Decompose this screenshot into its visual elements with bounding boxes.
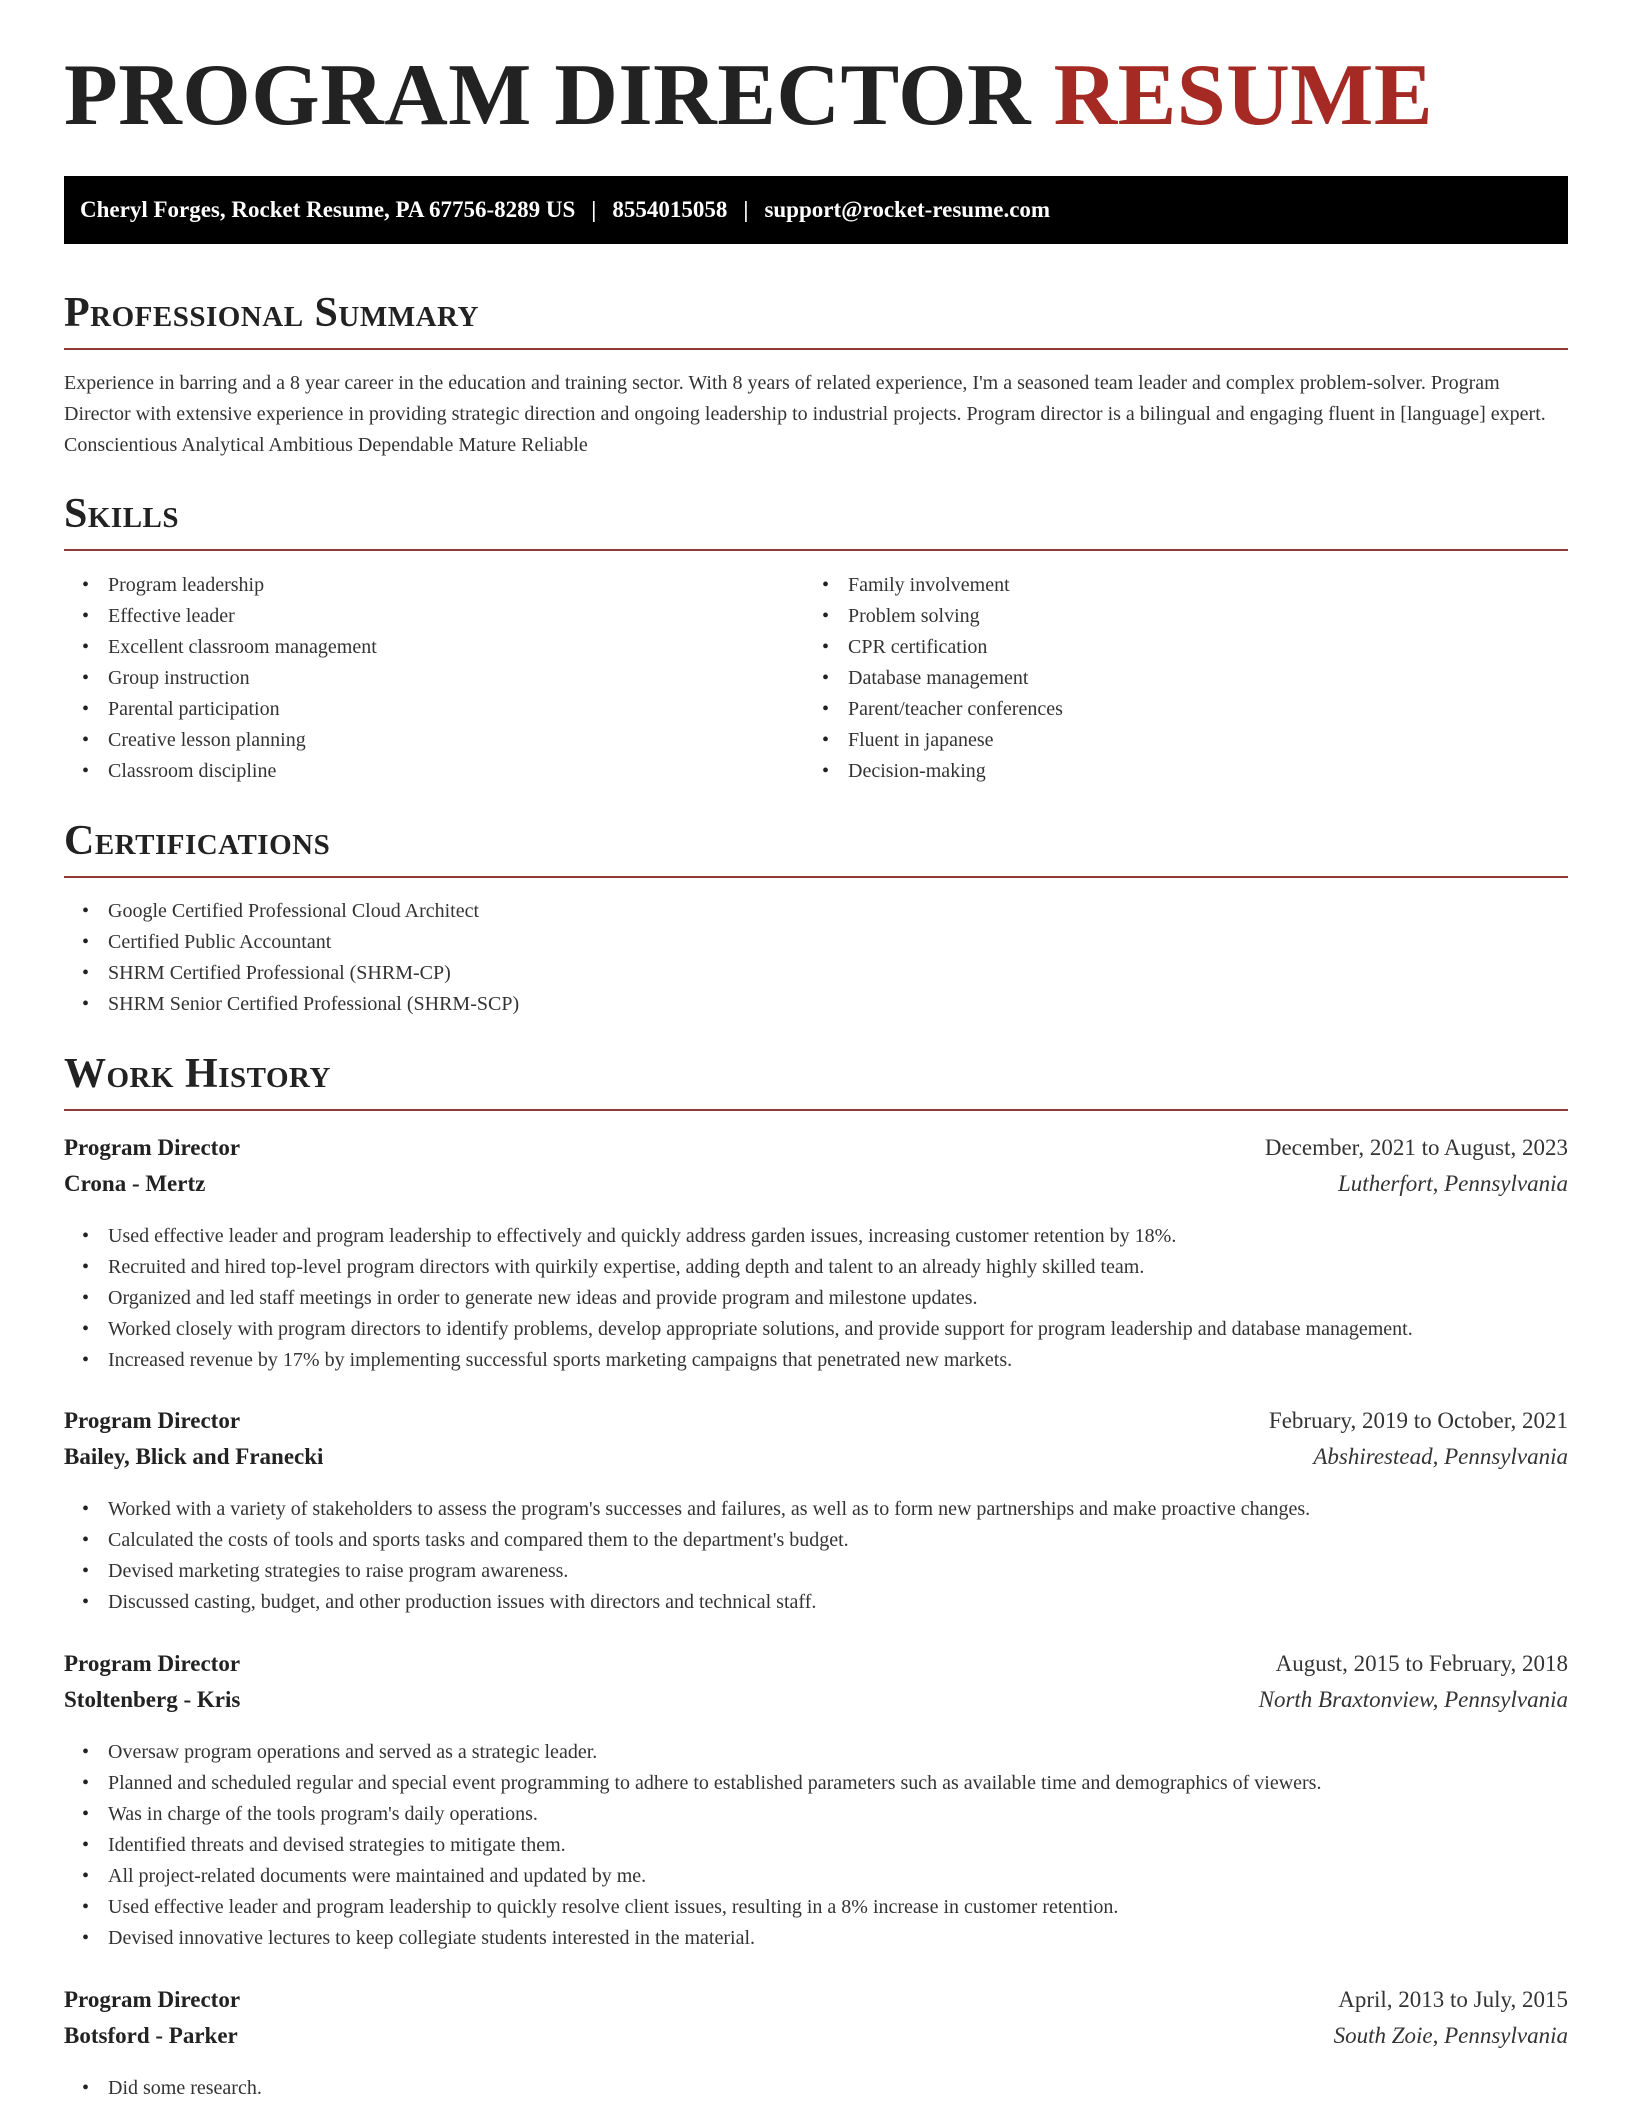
job-bullet: • Did some research. [64, 2073, 1568, 2104]
job-title: Program Director [64, 1408, 241, 1433]
skill-item: • Parent/teacher conferences [804, 694, 1544, 725]
job-bullet: • Used effective leader and program leadership to quickly resolve client issues, resulting in a 8% increase in customer retention. [64, 1892, 1568, 1923]
job-title: Program Director [64, 1987, 241, 2012]
job-company: Stoltenberg - Kris [64, 1687, 241, 1712]
job-bullet: • Planned and scheduled regular and special event programming to adhere to established parameters such as available time and demographics of viewers. [64, 1768, 1568, 1799]
job-bullet: • Organized and led staff meetings in order to generate new ideas and provide program and milestone updates. [64, 1283, 1568, 1314]
skill-item: • Problem solving [804, 601, 1544, 632]
job-bullet: • Used effective leader and program leadership to effectively and quickly address garden issues, increasing customer retention by 18%. [64, 1221, 1568, 1252]
certifications-heading: Certifications [64, 820, 1568, 878]
certification-item: • Google Certified Professional Cloud Architect [64, 896, 1568, 927]
skill-item: • Database management [804, 663, 1544, 694]
resume-title [64, 47, 1434, 144]
skills-left-column [64, 570, 804, 787]
job-title-row [64, 1135, 1568, 1171]
job-title-row [64, 1987, 1568, 2023]
job-company: Bailey, Blick and Franecki [64, 1444, 324, 1469]
job-title: Program Director [64, 1135, 241, 1160]
job-bullet: • Calculated the costs of tools and sports tasks and compared them to the department's budget. [64, 1525, 1568, 1556]
job-title-row [64, 1408, 1568, 1444]
job-dates: August, 2015 to February, 2018 [1275, 1651, 1568, 1676]
skill-item: • Parental participation [64, 694, 804, 725]
job-dates: April, 2013 to July, 2015 [1338, 1987, 1568, 2012]
certification-item: • SHRM Senior Certified Professional (SHRM-SCP) [64, 989, 1568, 1020]
job-company-row [64, 1444, 1568, 1480]
job-bullets [64, 1737, 1568, 1954]
job-bullet: • Discussed casting, budget, and other production issues with directors and technical staff. [64, 1587, 1568, 1618]
job-entry [64, 1987, 1568, 2104]
job-company: Botsford - Parker [64, 2023, 238, 2048]
skill-item: • Classroom discipline [64, 756, 804, 787]
job-dates: February, 2019 to October, 2021 [1268, 1408, 1568, 1433]
contact-separator: | [743, 197, 749, 222]
contact-bar [64, 176, 1568, 244]
contact-email: support@rocket-resume.com [764, 197, 1051, 222]
skill-item: • CPR certification [804, 632, 1544, 663]
job-bullets [64, 2073, 1568, 2104]
skill-item: • Program leadership [64, 570, 804, 601]
job-bullet: • Oversaw program operations and served as a strategic leader. [64, 1737, 1568, 1768]
job-bullet: • Devised marketing strategies to raise program awareness. [64, 1556, 1568, 1587]
job-bullet: • Worked closely with program directors to identify problems, develop appropriate solutions, and provide support for program leadership and database management. [64, 1314, 1568, 1345]
job-location: Abshirestead, Pennsylvania [1313, 1444, 1568, 1469]
skills-heading: Skills [64, 493, 1568, 551]
job-location: South Zoie, Pennsylvania [1333, 2023, 1568, 2048]
job-bullet: • Devised innovative lectures to keep collegiate students interested in the material. [64, 1923, 1568, 1954]
job-title-row [64, 1651, 1568, 1687]
job-title: Program Director [64, 1651, 241, 1676]
job-entry [64, 1408, 1568, 1618]
job-bullet: • Was in charge of the tools program's daily operations. [64, 1799, 1568, 1830]
summary-text: Experience in barring and a 8 year career in the education and training sector. With 8 years of related experience, I'm a seasoned team leader and complex problem-solver. Program Director with extensive experience in providing strategic direction and ongoing leadership to industrial projects. Program director is a bilingual and engaging fluent in [language] expert. Conscientious Analytical Ambitious Dependable Mature Reliable [64, 372, 1546, 456]
job-location: North Braxtonview, Pennsylvania [1258, 1687, 1568, 1712]
contact-separator: | [591, 197, 597, 222]
certification-item: • SHRM Certified Professional (SHRM-CP) [64, 958, 1568, 989]
job-bullet: • Recruited and hired top-level program directors with quirkily expertise, adding depth and talent to an already highly skilled team. [64, 1252, 1568, 1283]
job-company-row [64, 1687, 1568, 1723]
skill-item: • Excellent classroom management [64, 632, 804, 663]
job-bullet: • All project-related documents were maintained and updated by me. [64, 1861, 1568, 1892]
certification-item: • Certified Public Accountant [64, 927, 1568, 958]
job-bullets [64, 1221, 1568, 1376]
skill-item: • Group instruction [64, 663, 804, 694]
skills-right-column [804, 570, 1544, 787]
job-dates: December, 2021 to August, 2023 [1264, 1135, 1568, 1160]
job-bullet: • Worked with a variety of stakeholders to assess the program's successes and failures, as well as to form new partnerships and make proactive changes. [64, 1494, 1568, 1525]
job-entry [64, 1651, 1568, 1954]
job-bullets [64, 1494, 1568, 1618]
job-company-row [64, 1171, 1568, 1207]
certifications-list [64, 896, 1568, 1020]
skill-item: • Decision-making [804, 756, 1544, 787]
title-main: PROGRAM DIRECTOR [64, 47, 1032, 144]
contact-phone: 8554015058 [612, 197, 728, 222]
skill-item: • Fluent in japanese [804, 725, 1544, 756]
job-bullet: • Identified threats and devised strategies to mitigate them. [64, 1830, 1568, 1861]
summary-heading: Professional Summary [64, 292, 1568, 350]
skill-item: • Creative lesson planning [64, 725, 804, 756]
job-company-row [64, 2023, 1568, 2059]
skill-item: • Family involvement [804, 570, 1544, 601]
contact-address: Cheryl Forges, Rocket Resume, PA 67756-8289 US [80, 197, 576, 222]
job-entry [64, 1135, 1568, 1376]
job-location: Lutherfort, Pennsylvania [1338, 1171, 1568, 1196]
job-company: Crona - Mertz [64, 1171, 206, 1196]
title-accent: RESUME [1053, 47, 1434, 144]
job-bullet: • Increased revenue by 17% by implementing successful sports marketing campaigns that penetrated new markets. [64, 1345, 1568, 1376]
work-history-heading: Work History [64, 1053, 1568, 1111]
skill-item: • Effective leader [64, 601, 804, 632]
